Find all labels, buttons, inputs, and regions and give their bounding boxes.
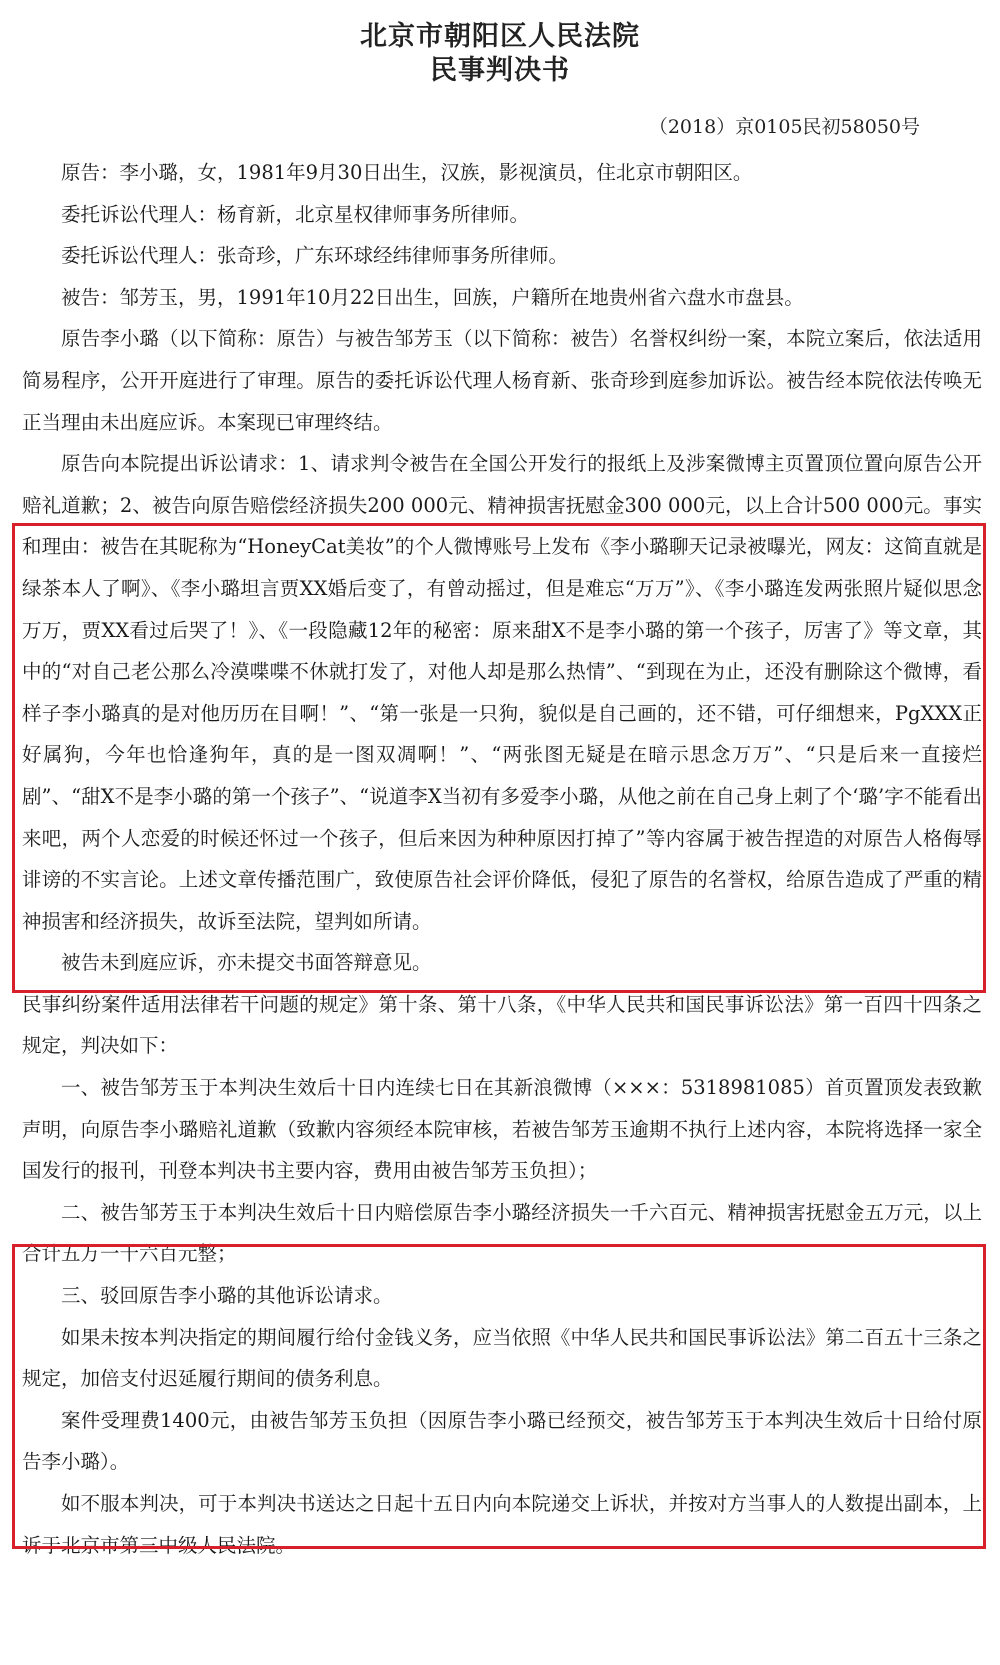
paragraph-court-fee: 案件受理费1400元，由被告邹芳玉负担（因原告李小璐已经预交，被告邹芳玉于本判决生效后十日给付原告李小璐）。 bbox=[22, 1408, 982, 1474]
paragraph-plaintiff: 原告：李小璐，女，1981年9月30日出生，汉族，影视演员，住北京市朝阳区。 bbox=[61, 161, 753, 184]
paragraph-ruling-2: 二、被告邹芳玉于本判决生效后十日内赔偿原告李小璐经济损失一千六百元、精神损害抚慰金五万元，以上合计五万一千六百元整； bbox=[22, 1200, 982, 1266]
case-number: （2018）京0105民初58050号 bbox=[648, 116, 920, 138]
paragraph-late-interest: 如果未按本判决指定的期间履行给付金钱义务，应当依照《中华人民共和国民事诉讼法》第二百五十三条之规定，加倍支付迟延履行期间的债务利息。 bbox=[22, 1325, 982, 1391]
court-name: 北京市朝阳区人民法院 bbox=[360, 21, 640, 52]
paragraph-legal-basis: 民事纠纷案件适用法律若干问题的规定》第十条、第十八条，《中华人民共和国民事诉讼法》第一百四十四条之规定，判决如下： bbox=[22, 992, 982, 1058]
highlight-box-ruling bbox=[12, 1244, 986, 1549]
paragraph-ruling-1: 一、被告邹芳玉于本判决生效后十日内连续七日在其新浪微博（×××：5318981085）首页置顶发表致歉声明，向原告李小璐赔礼道歉（致歉内容须经本院审核，若被告邹芳玉逾期不执行上述内容，本院将选择一家全国发行的报刊，刊登本判决书主要内容，费用由被告邹芳玉负担）； bbox=[22, 1076, 982, 1183]
paragraph-defendant-absent: 被告未到庭应诉，亦未提交书面答辩意见。 bbox=[61, 951, 432, 975]
paragraph-ruling-3: 三、驳回原告李小璐的其他诉讼请求。 bbox=[61, 1284, 393, 1308]
paragraph-defendant: 被告：邹芳玉，男，1991年10月22日出生，回族，户籍所在地贵州省六盘水市盘县。 bbox=[61, 285, 804, 309]
highlight-box-claims bbox=[12, 523, 986, 993]
paragraph-agent-1: 委托诉讼代理人：杨育新，北京星权律师事务所律师。 bbox=[61, 202, 530, 226]
paragraph-case-intro: 原告李小璐（以下简称：原告）与被告邹芳玉（以下简称：被告）名誉权纠纷一案，本院立案后，依法适用简易程序，公开开庭进行了审理。原告的委托诉讼代理人杨育新、张奇珍到庭参加诉讼。被告经本院依法传唤无正当理由未出庭应诉。本案现已审理终结。 bbox=[22, 327, 982, 434]
paragraph-claims: 原告向本院提出诉讼请求：1、请求判令被告在全国公开发行的报纸上及涉案微博主页置顶位置向原告公开赔礼道歉；2、被告向原告赔偿经济损失200 000元、精神损害抚慰金300 000元，以上合计500 000元。事实和理由：被告在其昵称为“HoneyCat美妆”的个人微博账号上发布《李小璐聊天记录被曝光，网友：这简直就是绿茶本人了啊》、《李小璐坦言贾XX婚后变了，有曾动摇过，但是难忘“万万”》、《李小璐连发两张照片疑似思念万万，贾XX看过后哭了！》、《一段隐藏12年的秘密：原来甜X不是李小璐的第一个孩子，厉害了》等文章，其中的“对自己老公那么冷漠喋喋不休就打发了，对他人却是那么热情”、“到现在为止，还没有删除这个微博，看样子李小璐真的是对他历历在目啊！”、“第一张是一只狗，貌似是自己画的，还不错，可仔细想来，PgXXX正好属狗，今年也恰逢狗年，真的是一图双凋啊！”、“两张图无疑是在暗示思念万万”、“只是后来一直接烂剧”、“甜X不是李小璐的第一个孩子”、“说道李X当初有多爱李小璐，从他之前在自己身上刺了个‘璐’字不能看出来吧，两个人恋爱的时候还怀过一个孩子，但后来因为种种原因打掉了”等内容属于被告捏造的对原告人格侮辱诽谤的不实言论。上述文章传播范围广，致使原告社会评价降低，侵犯了原告的名誉权，给原告造成了严重的精神损害和经济损失，故诉至法院，望判如所请。 bbox=[22, 452, 982, 933]
paragraph-appeal: 如不服本判决，可于本判决书送达之日起十五日内向本院递交上诉状，并按对方当事人的人数提出副本，上诉于北京市第三中级人民法院。 bbox=[22, 1492, 982, 1557]
document-type: 民事判决书 bbox=[430, 55, 570, 86]
paragraph-agent-2: 委托诉讼代理人：张奇珍，广东环球经纬律师事务所律师。 bbox=[61, 244, 569, 268]
